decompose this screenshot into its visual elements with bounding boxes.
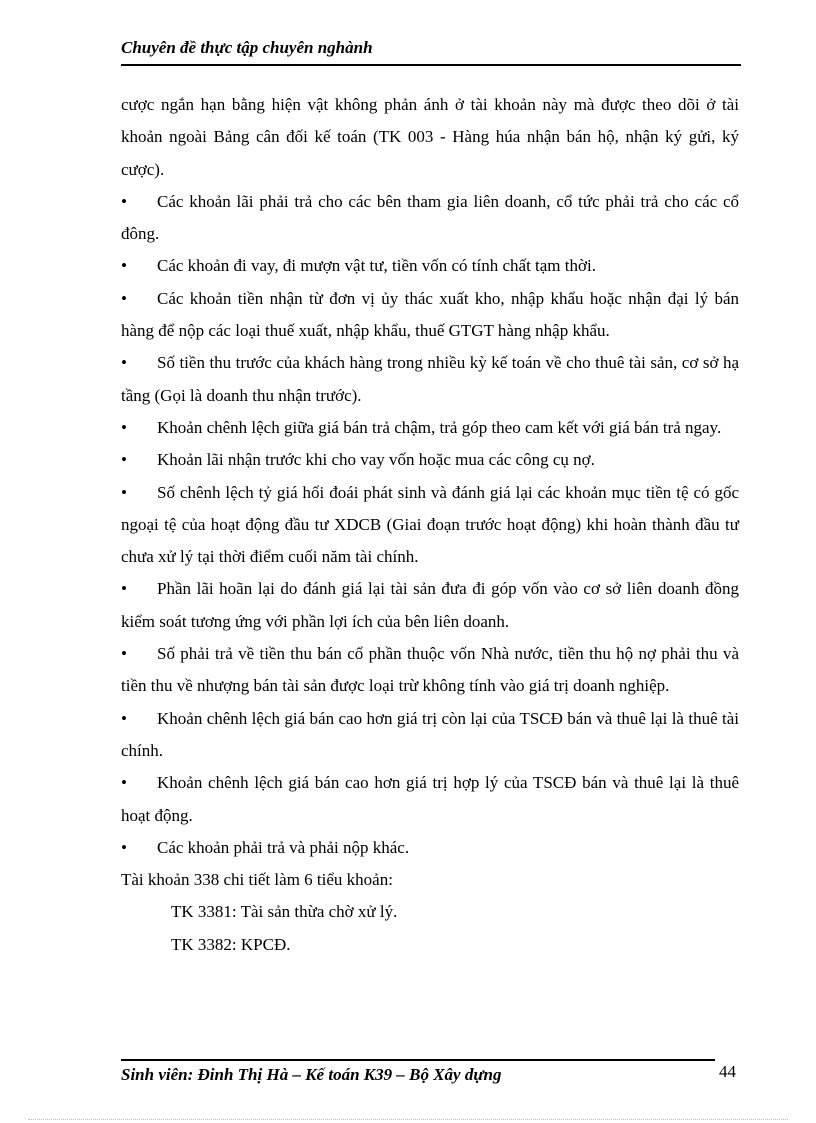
bullet-icon: • <box>121 288 127 308</box>
bullet-item <box>121 832 739 864</box>
page-header <box>121 36 741 66</box>
bullet-text: Các khoản lãi phải trả cho các bên tham gia liên doanh, cổ tức phải trả cho các cổ đông. <box>121 191 739 244</box>
bullet-icon: • <box>121 256 127 276</box>
sub-account-item: TK 3381: Tài sản thừa chờ xử lý. <box>171 902 398 922</box>
bullet-item <box>121 250 739 282</box>
page-body <box>121 89 739 961</box>
bullet-text: Số chênh lệch tỷ giá hối đoái phát sinh và đánh giá lại các khoản mục tiền tệ có gốc ngoại tệ của hoạt động đầu tư XDCB (Giai đoạn trước hoạt động) khi hoàn thành đầu tư chưa xử lý tại thời điểm cuối năm tài chính. <box>121 482 739 567</box>
bullet-icon: • <box>121 450 127 470</box>
bullet-item <box>121 638 739 703</box>
header-title: Chuyên đề thực tập chuyên nghành <box>121 38 373 57</box>
bullet-text: Các khoản tiền nhận từ đơn vị ủy thác xuất kho, nhập khẩu hoặc nhận đại lý bán hàng để nộp các loại thuế xuất, nhập khẩu, thuế GTGT hàng nhập khẩu. <box>121 288 739 341</box>
bullet-text: Các khoản đi vay, đi mượn vật tư, tiền vốn có tính chất tạm thời. <box>157 256 596 276</box>
bullet-text: Khoản chênh lệch giá bán cao hơn giá trị hợp lý của TSCĐ bán và thuê lại là thuê hoạt động. <box>121 773 739 825</box>
bullet-item <box>121 412 739 444</box>
bullet-item <box>121 347 739 412</box>
bullet-text: Khoản chênh lệch giá bán cao hơn giá trị còn lại của TSCĐ bán và thuê lại là thuê tài chính. <box>121 708 739 760</box>
page-bottom-border <box>28 1119 788 1120</box>
bullet-text: Số tiền thu trước của khách hàng trong nhiều kỳ kế toán về cho thuê tài sản, cơ sở hạ tầng (Gọi là doanh thu nhận trước). <box>121 353 739 405</box>
bullet-item <box>121 283 739 348</box>
bullet-icon: • <box>121 773 127 793</box>
bullet-icon: • <box>121 579 127 599</box>
bullet-text: Số phải trả về tiền thu bán cổ phần thuộc vốn Nhà nước, tiền thu hộ nợ phải thu và tiền thu về nhượng bán tài sản được loại trừ không tính vào giá trị doanh nghiệp. <box>121 644 739 696</box>
bullet-item <box>121 186 739 251</box>
footer-author: Sinh viên: Đinh Thị Hà – Kế toán K39 – Bộ Xây dựng <box>121 1065 502 1084</box>
footer-divider <box>121 1059 715 1061</box>
bullet-text: Phần lãi hoãn lại do đánh giá lại tài sản đưa đi góp vốn vào cơ sở liên doanh đồng kiểm soát tương ứng với phần lợi ích của bên liên doanh. <box>121 579 739 631</box>
sub-account-item: TK 3382: KPCĐ. <box>171 934 291 954</box>
bullet-text: Khoản chênh lệch giữa giá bán trả chậm, trả góp theo cam kết với giá bán trả ngay. <box>157 417 722 437</box>
bullet-icon: • <box>121 191 127 211</box>
bullet-text: Khoản lãi nhận trước khi cho vay vốn hoặc mua các công cụ nợ. <box>157 450 595 470</box>
summary-line: Tài khoản 338 chi tiết làm 6 tiểu khoản: <box>121 870 393 890</box>
bullet-icon: • <box>121 708 127 728</box>
bullet-item <box>121 477 739 574</box>
bullet-icon: • <box>121 644 127 664</box>
bullet-text: Các khoản phải trả và phải nộp khác. <box>157 837 410 857</box>
bullet-item <box>121 767 739 832</box>
bullet-item <box>121 573 739 638</box>
bullet-icon: • <box>121 482 127 502</box>
bullet-icon: • <box>121 417 127 437</box>
bullet-icon: • <box>121 837 127 857</box>
intro-paragraph: cược ngắn hạn bằng hiện vật không phản ánh ở tài khoản này mà được theo dõi ở tài khoản ngoài Bảng cân đối kế toán (TK 003 - Hàng húa nhận bán hộ, nhận ký gửi, ký cược). <box>121 95 739 179</box>
page-number: 44 <box>719 1062 736 1081</box>
bullet-item <box>121 444 739 476</box>
bullet-item <box>121 703 739 768</box>
bullet-icon: • <box>121 353 127 373</box>
